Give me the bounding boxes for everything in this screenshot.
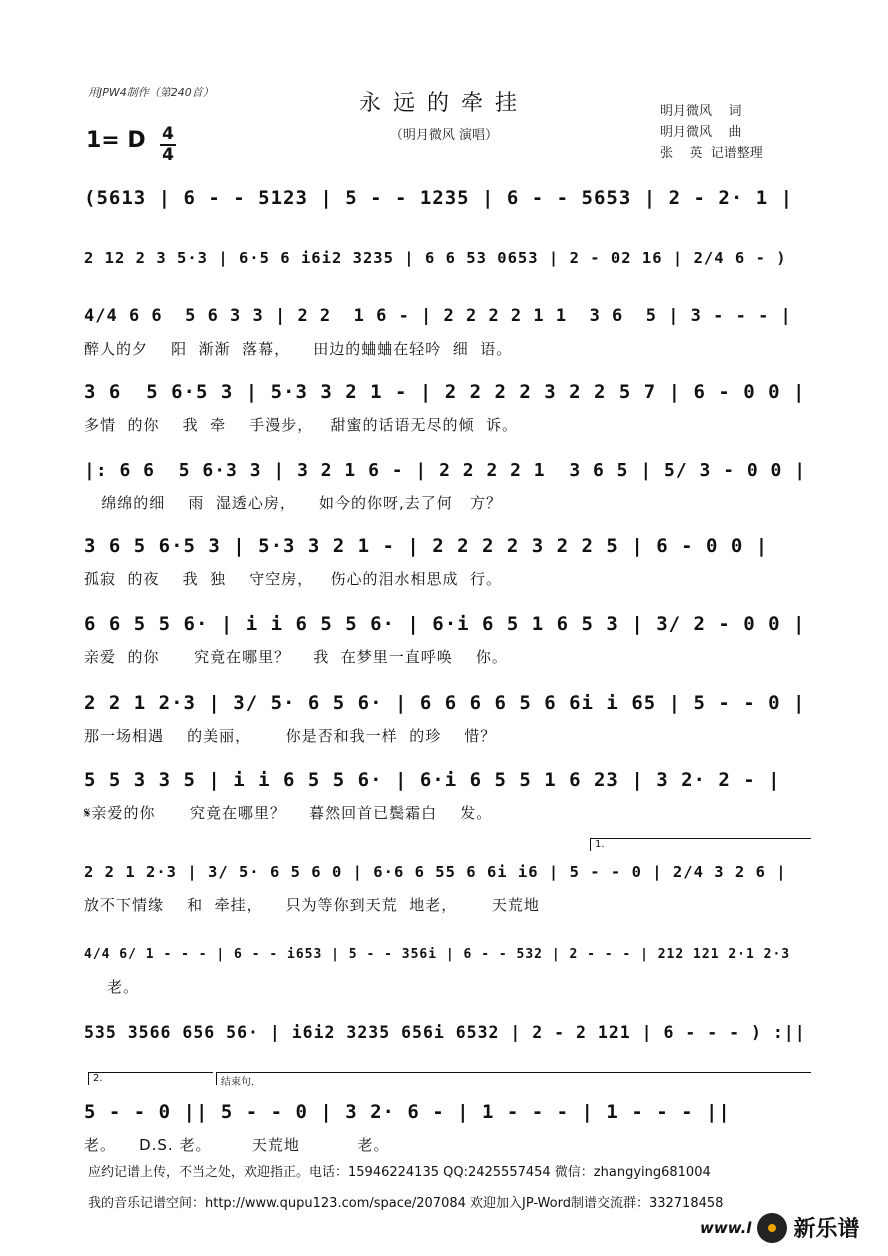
notation-line: 5 5 3 3 5 | i i 6 5 5 6· | 6·i 6 5 5 1 6 23 | 3 2· 2 - | bbox=[84, 769, 781, 791]
site-name: 新乐谱 bbox=[793, 1217, 860, 1242]
notation-line: |: 6 6 5 6·3 3 | 3 2 1 6 - | 2 2 2 2 1 3 6 5 | 5/ 3 - 0 0 | bbox=[84, 459, 807, 481]
time-signature-bottom: 4 bbox=[162, 145, 174, 165]
credit-composer: 明月微风 曲 bbox=[660, 125, 742, 140]
notation-line: 3 6 5 6·5 3 | 5·3 3 2 1 - | 2 2 2 2 3 2 2 5 7 | 6 - 0 0 | bbox=[84, 381, 806, 403]
time-signature-top: 4 bbox=[162, 124, 174, 144]
notation-line: 2 2 1 2·3 | 3/ 5· 6 5 6· | 6 6 6 6 5 6 6i i 65 | 5 - - 0 | bbox=[84, 692, 806, 714]
notation-line: 2 2 1 2·3 | 3/ 5· 6 5 6 0 | 6·6 6 55 6 6i i6 | 5 - - 0 | 2/4 3 2 6 | bbox=[84, 863, 787, 881]
time-signature bbox=[160, 126, 176, 164]
score-system bbox=[84, 450, 806, 514]
score-system bbox=[84, 372, 806, 436]
song-subtitle: （明月微风 演唱） bbox=[389, 128, 499, 143]
lyrics-line: 绵绵的细 雨 湿透心房， 如今的你呀,去了何 方？ bbox=[84, 494, 503, 512]
notation-line: 2 12 2 3 5·3 | 6·5 6 i6i2 3235 | 6 6 53 0653 | 2 - 02 16 | 2/4 6 - ) bbox=[84, 249, 787, 267]
key-signature: 1= D bbox=[86, 128, 146, 153]
score-system bbox=[84, 238, 806, 302]
site-logo bbox=[700, 1212, 859, 1243]
record-disc-icon bbox=[757, 1213, 787, 1243]
credit-transcriber: 张 英 记谱整理 bbox=[660, 146, 763, 161]
score-system bbox=[84, 683, 806, 747]
score-system bbox=[84, 760, 806, 824]
lyrics-line: 𝄋亲爱的你 究竟在哪里？ 暮然回首已鬓霜白 发。 bbox=[84, 804, 493, 822]
footer-space: 我的音乐记谱空间：http://www.qupu123.com/space/207084 欢迎加入JP-Word制谱交流群：332718458 bbox=[88, 1196, 724, 1211]
notation-line: (5613 | 6 - - 5123 | 5 - - 1235 | 6 - - 5653 | 2 - 2· 1 | bbox=[84, 187, 794, 209]
score-system bbox=[84, 852, 806, 916]
score-system bbox=[84, 178, 806, 242]
notation-line: 4/4 6/ 1 - - - | 6 - - i653 | 5 - - 356i | 6 - - 532 | 2 - - - | 212 121 2·1 2·3 bbox=[84, 946, 791, 962]
score-system bbox=[84, 604, 806, 668]
lyrics-line: 那一场相遇 的美丽， 你是否和我一样 的珍 惜？ bbox=[84, 727, 497, 745]
song-title: 永远的牵挂 bbox=[358, 91, 529, 116]
coda-ending: 结束句. bbox=[216, 1072, 811, 1085]
first-ending: 1. bbox=[590, 838, 811, 851]
notation-line: 535 3566 656 56· | i6i2 3235 656i 6532 | 2 - 2 121 | 6 - - - ) :|| bbox=[84, 1022, 806, 1042]
score-system bbox=[84, 934, 806, 998]
footer-contact: 应约记谱上传，不当之处，欢迎指正。电话：15946224135 QQ:2425557454 微信：zhangying681004 bbox=[88, 1165, 711, 1180]
lyrics-line: 亲爱 的你 究竟在哪里？ 我 在梦里一直呼唤 你。 bbox=[84, 648, 508, 666]
site-url-fragment: www.l bbox=[700, 1218, 752, 1237]
notation-line: 4/4 6 6 5 6 3 3 | 2 2 1 6 - | 2 2 2 2 1 1 3 6 5 | 3 - - - | bbox=[84, 306, 792, 326]
score-system bbox=[84, 1092, 806, 1156]
notation-line: 6 6 5 5 6· | i i 6 5 5 6· | 6·i 6 5 1 6 5 3 | 3/ 2 - 0 0 | bbox=[84, 613, 806, 635]
lyrics-line: 老。 D.S. 老。 天荒地 老。 bbox=[84, 1136, 390, 1154]
lyrics-line: 放不下情缘 和 牵挂， 只为等你到天荒 地老， 天荒地 bbox=[84, 896, 540, 914]
notation-line: 5 - - 0 || 5 - - 0 | 3 2· 6 - | 1 - - - | 1 - - - || bbox=[84, 1101, 731, 1123]
lyrics-line: 老。 bbox=[84, 978, 140, 996]
lyrics-line: 醉人的夕 阳 渐渐 落幕， 田边的蛐蛐在轻吟 细 语。 bbox=[84, 340, 513, 358]
second-ending: 2. bbox=[88, 1072, 213, 1085]
tool-note: 用JPW4制作（第240首） bbox=[88, 86, 214, 99]
score-system bbox=[84, 296, 806, 360]
score-system bbox=[84, 526, 806, 590]
score-system bbox=[84, 1012, 806, 1076]
credit-lyricist: 明月微风 词 bbox=[660, 104, 742, 119]
notation-line: 3 6 5 6·5 3 | 5·3 3 2 1 - | 2 2 2 2 3 2 2 5 | 6 - 0 0 | bbox=[84, 535, 769, 557]
lyrics-line: 多情 的你 我 牵 手漫步， 甜蜜的话语无尽的倾 诉。 bbox=[84, 416, 519, 434]
lyrics-line: 孤寂 的夜 我 独 守空房， 伤心的泪水相思成 行。 bbox=[84, 570, 503, 588]
